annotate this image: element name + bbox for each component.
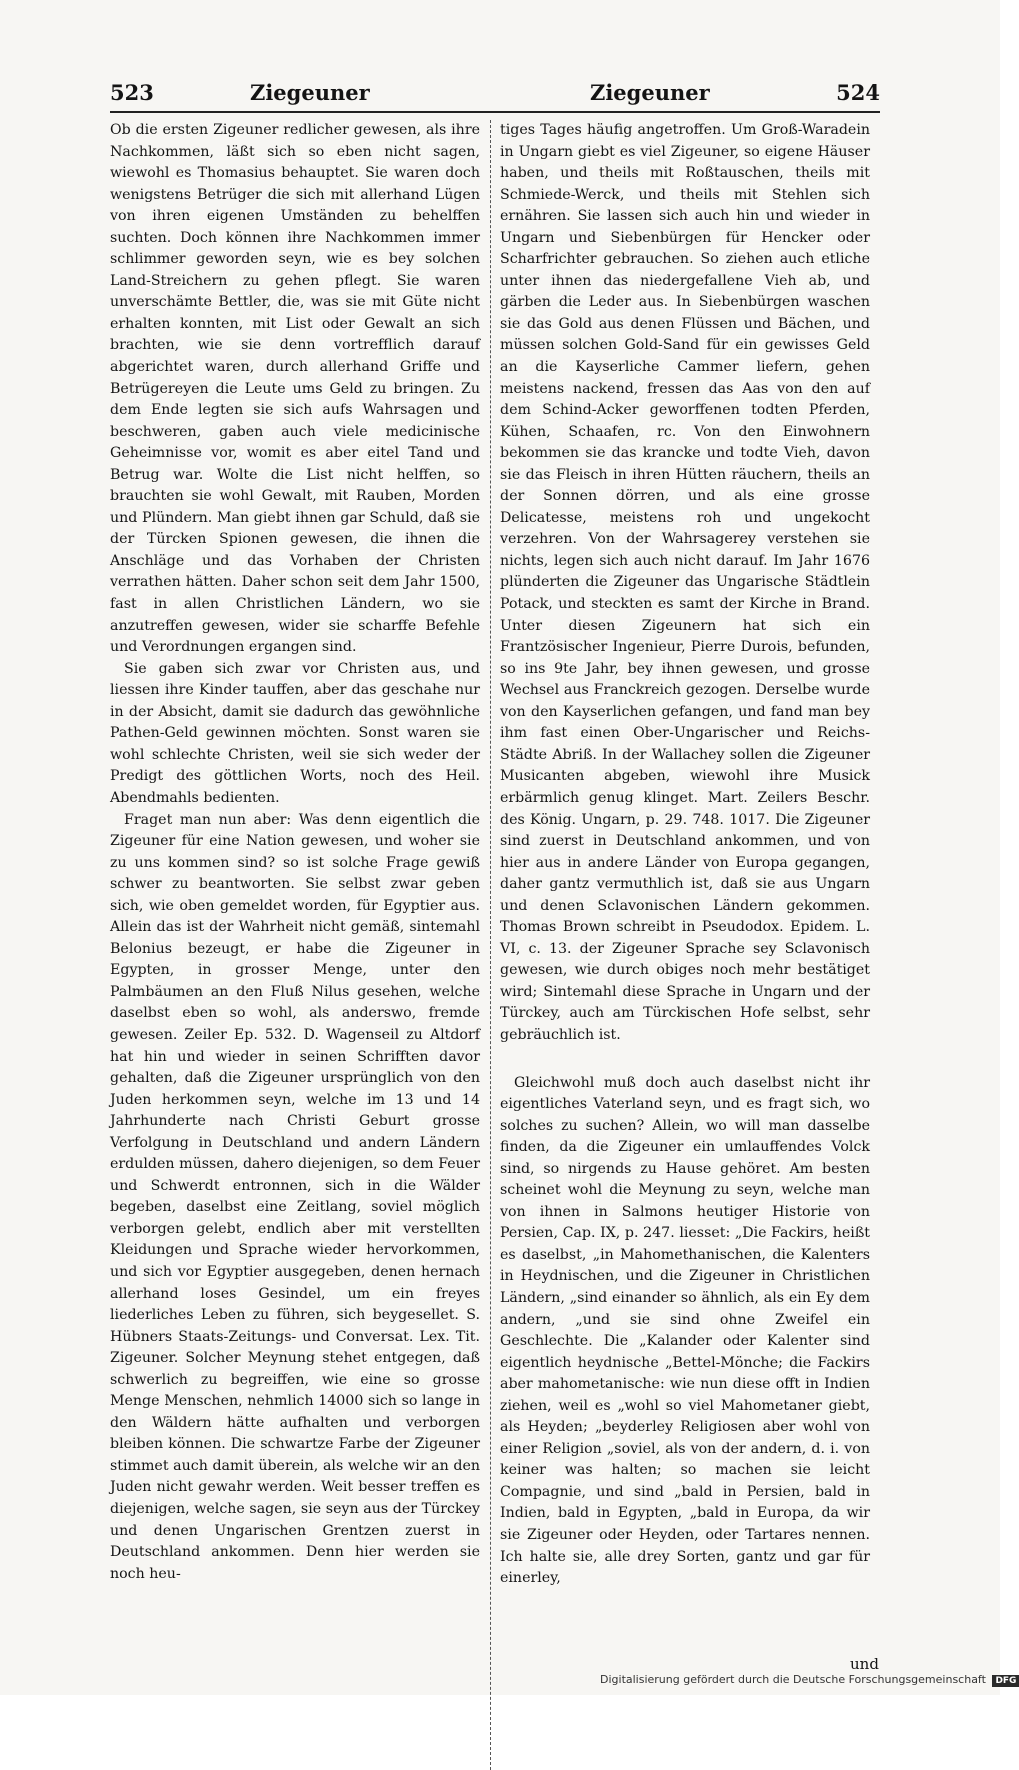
catchword: und <box>850 1655 879 1673</box>
running-header <box>110 80 880 110</box>
left-page-number: 523 <box>110 80 154 105</box>
paragraph: Fraget man nun aber: Was denn eigentlich die Zigeuner für eine Nation gewesen, und woher sie zu uns kommen sind? so ist solche Frage gewiß schwer zu beantworten. Sie selbst zwar geben sich, wie oben gemeldet worden, für Egyptier aus. Allein das ist der Wahrheit nicht gemäß, sintemahl Belonius bezeugt, er habe die Zigeuner in Egypten, in grosser Menge, unter den Palmbäumen an den Fluß Nilus gesehen, welche daselbst eben so wohl, als anderswo, fremde gewesen. Zeiler Ep. 532. D. Wagenseil zu Altdorf hat hin und wieder in seinen Schrifften davor gehalten, daß die Zigeuner ursprünglich von den Juden herkommen seyn, welche im 13 und 14 Jahrhunderte nach Christi Geburt grosse Verfolgung in Deutschland und andern Ländern erdulden müssen, dahero diejenigen, so dem Feuer und Schwerdt entronnen, sich in die Wälder begeben, daselbst eine Zeitlang, soviel möglich verborgen gelebt, endlich aber mit verstellten Kleidungen und Sprache wieder hervorkommen, und sich vor Egyptier ausgegeben, denen hernach allerhand loses Gesindel, um ein freyes liederliches Leben zu führen, sich beygesellet. S. Hübners Staats-Zeitungs- und Conversat. Lex. Tit. Zigeuner. Solcher Meynung stehet entgegen, daß schwerlich zu begreiffen, wie eine so grosse Menge Menschen, nehmlich 14000 sich so lange in den Wäldern hätte aufhalten und verborgen bleiben können. Die schwartze Farbe der Zigeuner stimmet auch damit überein, als welche wir an den Juden nicht gewahr werden. Weit besser treffen es diejenigen, welche sagen, sie seyn aus der Türckey und denen Ungarischen Grentzen zuerst in Deutschland ankommen. Denn hier werden sie noch heu- <box>110 811 480 1582</box>
left-running-title: Ziegeuner <box>250 80 370 105</box>
paragraph: Sie gaben sich zwar vor Christen aus, und liessen ihre Kinder tauffen, aber das geschahe nur in der Absicht, damit sie dadurch das gewöhnliche Pathen-Geld gewinnen möchten. Sonst waren sie wohl schlechte Christen, weil sie sich weder der Predigt des göttlichen Worts, noch des Heil. Abendmahls bedienten. <box>110 660 480 806</box>
right-text-column <box>500 120 870 1590</box>
footer-text: Digitalisierung gefördert durch die Deutsche Forschungsgemeinschaft <box>600 1673 986 1686</box>
right-page-number: 524 <box>836 80 880 105</box>
right-running-title: Ziegeuner <box>590 80 710 105</box>
header-rule <box>110 111 880 113</box>
paragraph: Gleichwohl muß doch auch daselbst nicht ihr eigentliches Vaterland seyn, und es fragt sich, wo solches zu suchen? Allein, wo will man dasselbe finden, da die Zigeuner ein umlauffendes Volck sind, so nirgends zu Hause gehöret. Am besten scheinet wohl die Meynung zu seyn, welche man von ihnen in Salmons heutiger Historie von Persien, Cap. IX, p. 247. liesset: „Die Fackirs, heißt es daselbst, „in Mahomethanischen, die Kalenters in Heydnischen, und die Zigeuner in Christlichen Ländern, „sind einander so ähnlich, als ein Ey dem andern, „und sie sind ohne Zweifel ein Geschlechte. Die „Kalander oder Kalenter sind eigentlich heydnische „Bettel-Mönche; die Fackirs aber mahometanische: wie nun diese offt in Indien ziehen, weil es „wohl so viel Mahometaner giebt, als Heyden; „beyderley Religiosen aber wohl von einer Religion „soviel, als von der andern, d. i. von keiner was halten; so machen sie leicht Compagnie, und sind „bald in Persien, bald in Indien, bald in Egypten, „bald in Europa, da wir sie Zigeuner oder Heyden, oder Tartares nennen. Ich halte sie, alle drey Sorten, gantz und gar für einerley, <box>500 1074 870 1587</box>
left-text-column <box>110 120 480 1585</box>
paragraph: Ob die ersten Zigeuner redlicher gewesen, als ihre Nachkommen, läßt sich so eben nicht sagen, wiewohl es Thomasius behauptet. Sie waren doch wenigstens Betrüger die sich mit allerhand Lügen von ihren eigenen Umständen zu behelffen suchten. Doch können ihre Nachkommen immer schlimmer geworden seyn, wie es bey solchen Land-Streichern zu gehen pflegt. Sie waren unverschämte Bettler, die, was sie mit Güte nicht erhalten konnten, mit List oder Gewalt an sich brachten, wie sie denn vortrefflich darauf abgerichtet waren, durch allerhand Griffe und Betrügereyen die Leute ums Geld zu bringen. Zu dem Ende legten sie sich aufs Wahrsagen und beschweren, gaben auch viele medicinische Geheimnisse vor, womit es aber eitel Tand und Betrug war. Wolte die List nicht helffen, so brauchten sie wohl Gewalt, mit Rauben, Morden und Plündern. Man giebt ihnen gar Schuld, daß sie der Türcken Spionen gewesen, die ihnen die Anschläge und das Vorhaben der Christen verrathen hätten. Daher schon seit dem Jahr 1500, fast in allen Christlichen Ländern, wo sie anzutreffen gewesen, wider sie scharffe Befehle und Verordnungen ergangen sind. <box>110 122 480 656</box>
dfg-logo: DFG <box>992 1675 1019 1687</box>
paragraph: tiges Tages häufig angetroffen. Um Groß-Waradein in Ungarn giebt es viel Zigeuner, so eigene Häuser haben, und theils mit Roßtauschen, theils mit Schmiede-Werck, und theils mit Stehlen sich ernähren. Sie lassen sich auch hin und wieder in Ungarn und Siebenbürgen für Hencker oder Scharfrichter gebrauchen. So ziehen auch etliche unter ihnen das niedergefallene Vieh ab, und gärben die Leder aus. In Siebenbürgen waschen sie das Gold aus denen Flüssen und Bächen, und müssen solchen Gold-Sand für ein gewisses Geld an die Kayserliche Cammer liefern, gehen meistens nackend, fressen das Aas von den auf dem Schind-Acker geworffenen todten Pferden, Kühen, Schaafen, rc. Von den Einwohnern bekommen sie das krancke und todte Vieh, davon sie das Fleisch in ihren Hütten räuchern, theils an der Sonnen dörren, und als eine grosse Delicatesse, meistens roh und ungekocht verzehren. Von der Wahrsagerey verstehen sie nichts, legen sich auch nicht darauf. Im Jahr 1676 plünderten die Zigeuner das Ungarische Städtlein Potack, und steckten es samt der Kirche in Brand. Unter diesen Zigeunern hat sich ein Frantzösischer Ingenieur, Pierre Durois, befunden, so ins 9te Jahr, bey ihnen gewesen, und grosse Wechsel aus Franckreich gezogen. Derselbe wurde von den Kayserlichen gefangen, und fand man bey ihm fast einen Ober-Ungarischer und Reichs-Städte Abriß. In der Wallachey sollen die Zigeuner Musicanten abgeben, wiewohl ihre Musick erbärmlich genug klinget. Mart. Zeilers Beschr. des König. Ungarn, p. 29. 748. 1017. Die Zigeuner sind zuerst in Deutschland ankommen, und von hier aus in andere Länder von Europa gegangen, daher gantz vermuthlich ist, daß sie aus Ungarn und denen Sclavonischen Ländern gekommen. Thomas Brown schreibt in Pseudodox. Epidem. L. VI, c. 13. der Zigeuner Sprache sey Sclavonisch gewesen, wie durch obiges noch mehr bestätiget wird; Sintemahl diese Sprache in Ungarn und der Türckey, auch am Türckischen Hofe selbst, sehr gebräuchlich ist. <box>500 122 870 1043</box>
digitization-footer <box>600 1673 1017 1691</box>
column-divider <box>490 120 491 1770</box>
